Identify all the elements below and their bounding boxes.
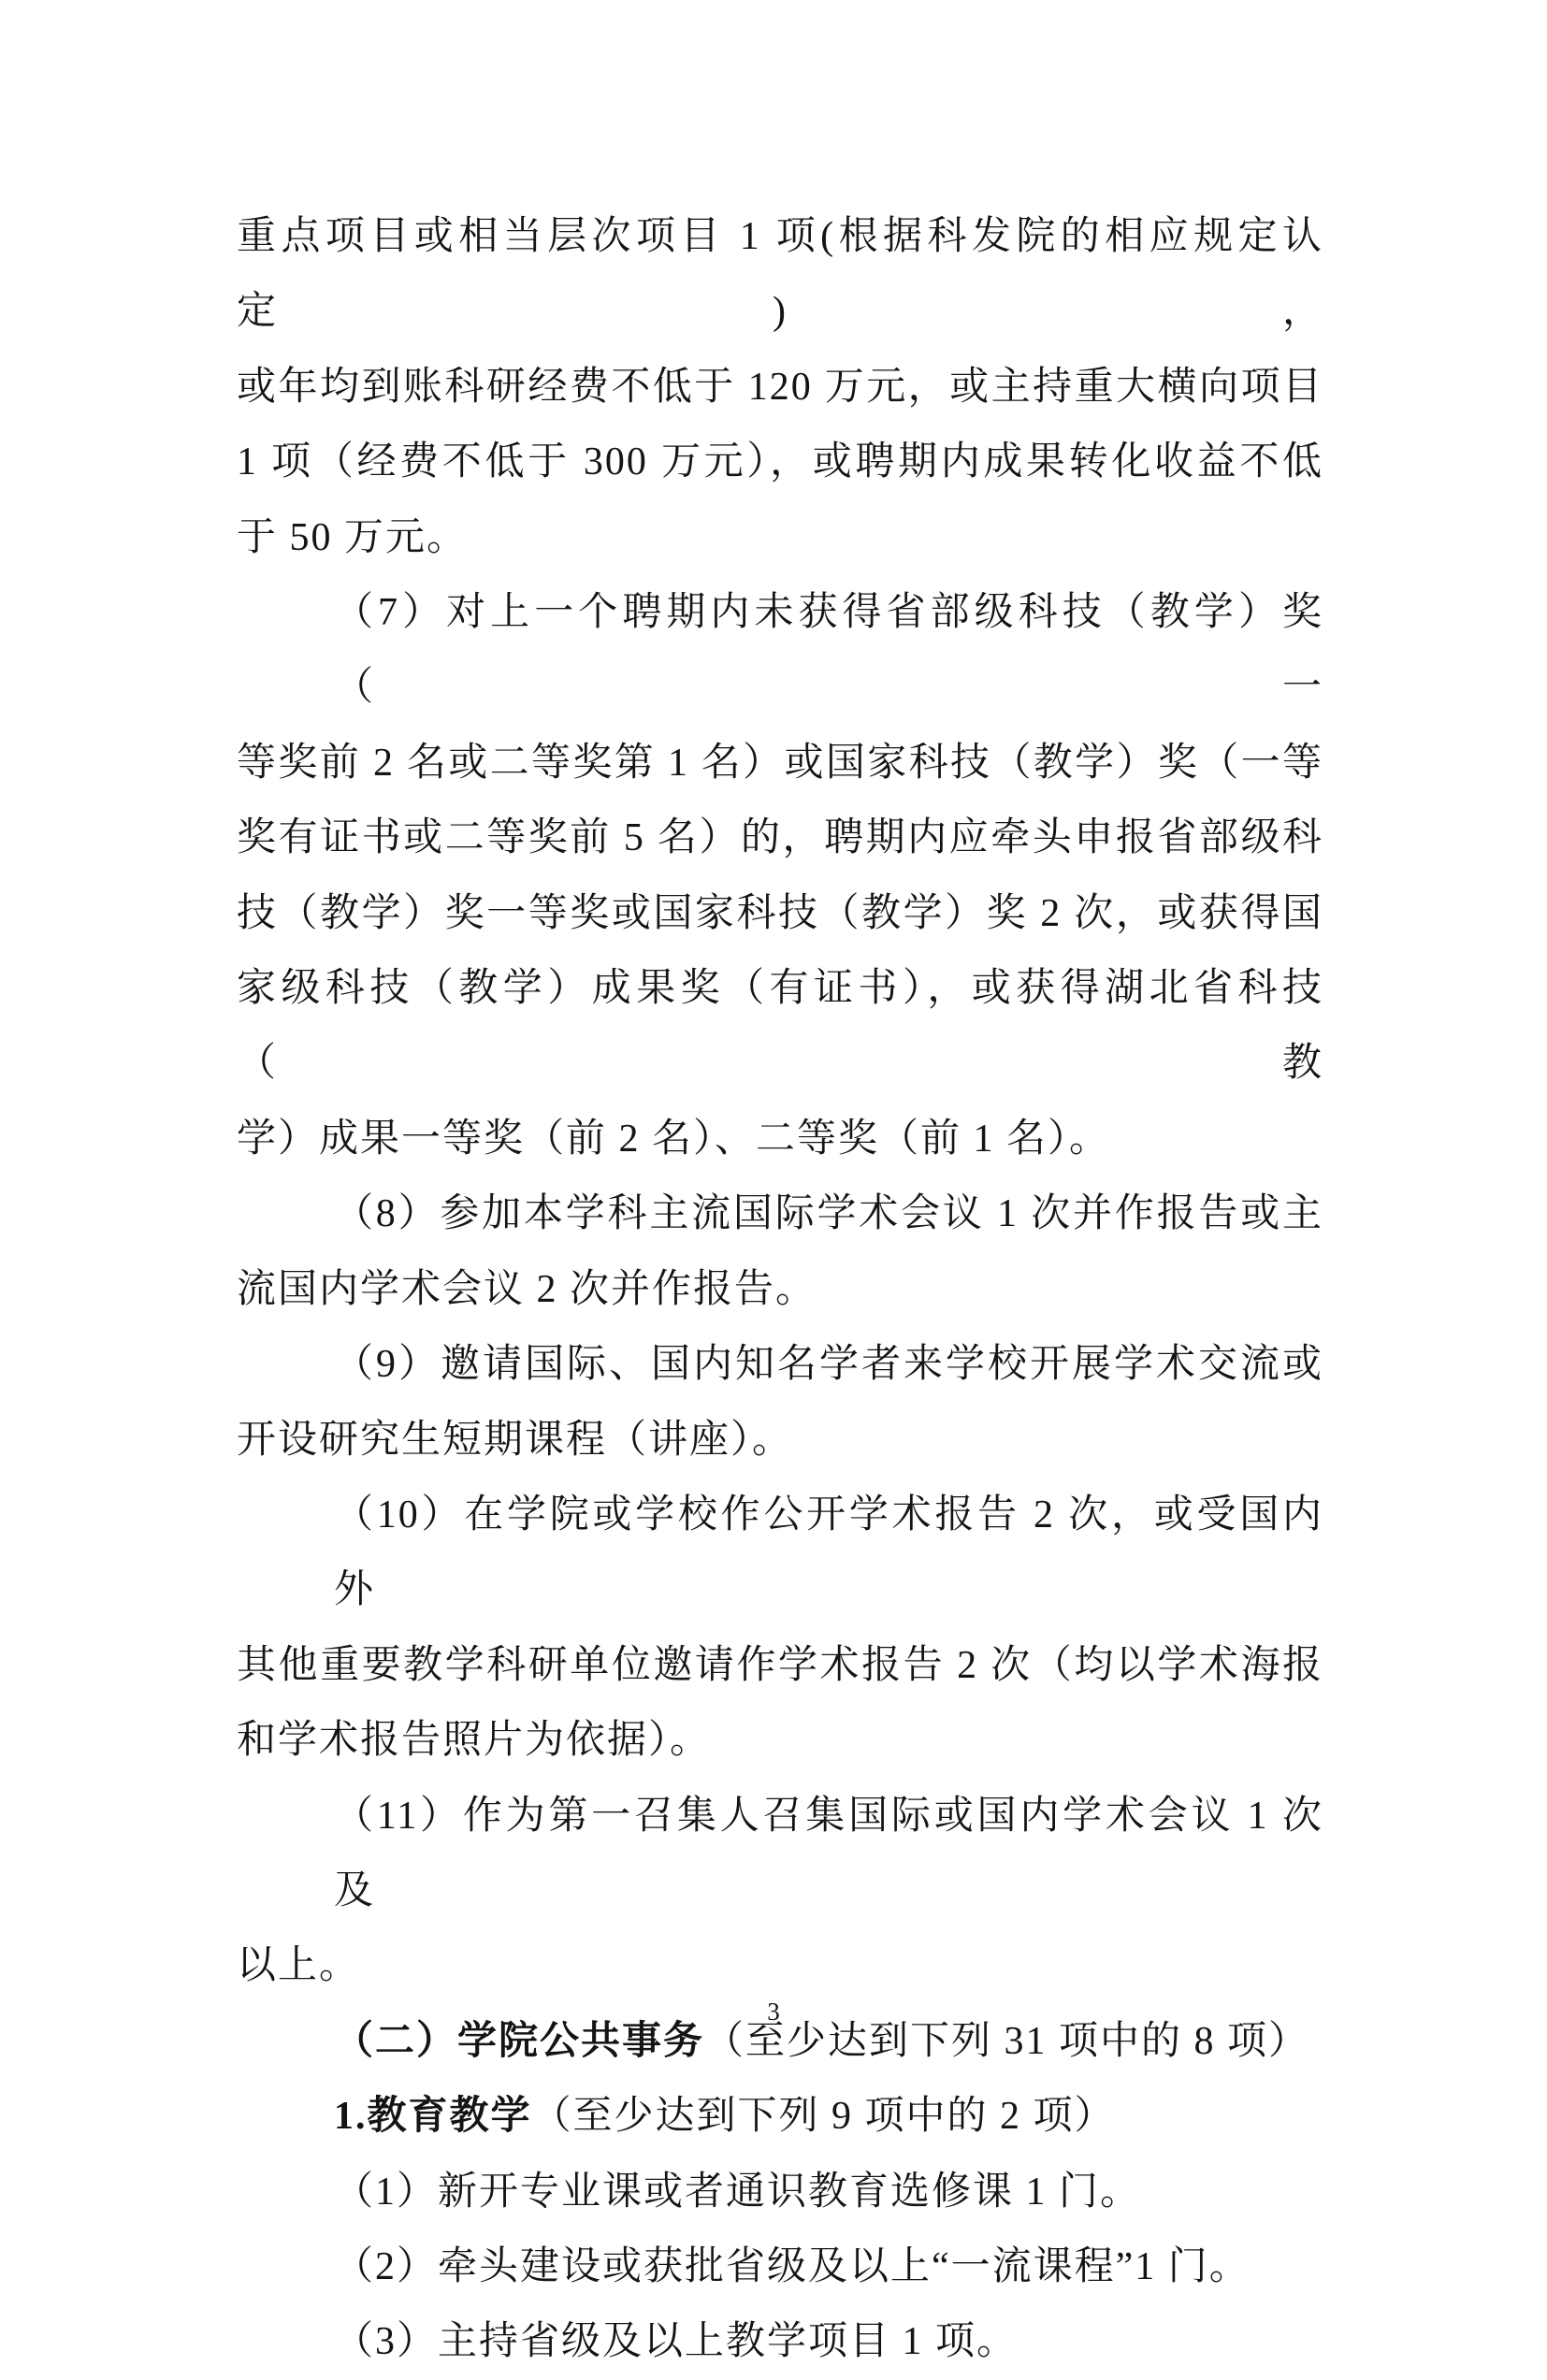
text-line-4: 于 50 万元。 xyxy=(237,515,469,559)
text-line-12: 流国内学术会议 2 次并作报告。 xyxy=(237,1267,817,1311)
text-line-22-item1: （1）新开专业课或者通识教育选修课 1 门。 xyxy=(334,2170,1142,2214)
text-line-3: 1 项（经费不低于 300 万元），或聘期内成果转化收益不低 xyxy=(237,440,1323,484)
subsection-heading-note: （至少达到下列 9 项中的 2 项） xyxy=(531,2095,1116,2139)
text-line-9: 家级科技（教学）成果奖（有证书），或获得湖北省科技（教 xyxy=(237,967,1323,1086)
text-line-6: 等奖前 2 名或二等奖第 1 名）或国家科技（教学）奖（一等 xyxy=(237,741,1323,785)
text-line-5-item7: （7）对上一个聘期内未获得省部级科技（教学）奖（一 xyxy=(334,591,1323,710)
document-text-block xyxy=(237,199,1323,2380)
text-line-13-item9: （9）邀请国际、国内知名学者来学校开展学术交流或 xyxy=(334,1343,1323,1387)
text-line-24-item3: （3）主持省级及以上教学项目 1 项。 xyxy=(334,2320,1019,2364)
text-line-23-item2: （2）牵头建设或获批省级及以上“一流课程”1 门。 xyxy=(334,2244,1251,2288)
text-line-15-item10: （10）在学院或学校作公开学术报告 2 次，或受国内外 xyxy=(334,1493,1323,1612)
text-line-14: 开设研究生短期课程（讲座）。 xyxy=(237,1418,794,1462)
text-line-10: 学）成果一等奖（前 2 名）、二等奖（前 1 名）。 xyxy=(237,1117,1111,1161)
subsection-heading xyxy=(237,2079,1323,2154)
text-line-18-item11: （11）作为第一召集人召集国际或国内学术会议 1 次及 xyxy=(334,1794,1323,1912)
page-number: 3 xyxy=(767,1998,780,2026)
text-line-2: 或年均到账科研经费不低于 120 万元，或主持重大横向项目 xyxy=(237,365,1323,409)
text-line-7: 奖有证书或二等奖前 5 名）的，聘期内应牵头申报省部级科 xyxy=(237,816,1323,860)
text-line-16: 其他重要教学科研单位邀请作学术报告 2 次（均以学术海报 xyxy=(237,1643,1323,1687)
subsection-heading-title: 1.教育教学 xyxy=(334,2095,532,2139)
text-line-17: 和学术报告照片为依据）。 xyxy=(237,1719,712,1763)
text-line-8: 技（教学）奖一等奖或国家科技（教学）奖 2 次，或获得国 xyxy=(237,891,1323,935)
text-line-1: 重点项目或相当层次项目 1 项(根据科发院的相应规定认定)， xyxy=(237,215,1323,334)
text-line-11-item8: （8）参加本学科主流国际学术会议 1 次并作报告或主 xyxy=(334,1192,1323,1236)
text-line-19: 以上。 xyxy=(237,1944,361,1988)
section-heading-note: （至少达到下列 31 项中的 8 项） xyxy=(704,2019,1310,2063)
section-heading-title: （二）学院公共事务 xyxy=(334,2019,705,2063)
